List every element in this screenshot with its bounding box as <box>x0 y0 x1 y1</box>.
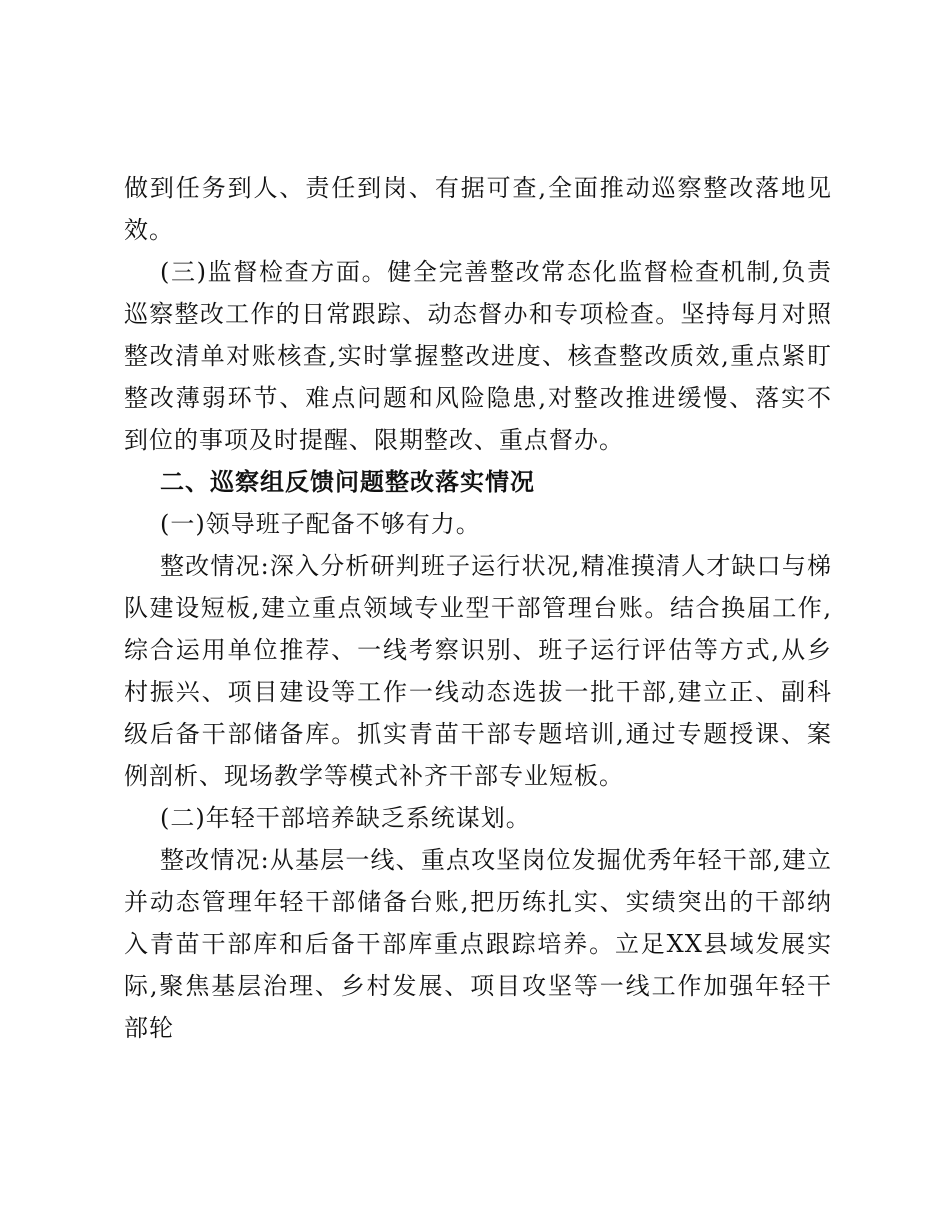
paragraph-young-cadres-rectification: 整改情况:从基层一线、重点攻坚岗位发掘优秀年轻干部,建立并动态管理年轻干部储备台账,把历练扎实、实绩突出的干部纳入青苗干部库和后备干部库重点跟踪培养。立足XX县域发展实际,聚焦基层治理、乡村发展、项目攻坚等一线工作加强年轻干部轮 <box>124 846 832 1042</box>
paragraph-supervision-inspection: (三)监督检查方面。健全完善整改常态化监督检查机制,负责巡察整改工作的日常跟踪、动态督办和专项检查。坚持每月对照整改清单对账核查,实时掌握整改进度、核查整改质效,重点紧盯整改薄弱环节、难点问题和风险隐患,对整改推进缓慢、落实不到位的事项及时提醒、限期整改、重点督办。 <box>124 258 832 454</box>
section-heading-rectification: 二、巡察组反馈问题整改落实情况 <box>160 468 535 496</box>
paragraph-continuation: 做到任务到人、责任到岗、有据可查,全面推动巡察整改落地见效。 <box>124 174 832 244</box>
paragraph-leadership-rectification: 整改情况:深入分析研判班子运行状况,精准摸清人才缺口与梯队建设短板,建立重点领域专业型干部管理台账。结合换届工作,综合运用单位推荐、一线考察识别、班子运行评估等方式,从乡村振兴、项目建设等工作一线动态选拔一批干部,建立正、副科级后备干部储备库。抓实青苗干部专题培训,通过专题授课、案例剖析、现场教学等模式补齐干部专业短板。 <box>124 552 832 790</box>
subheading-young-cadres: (二)年轻干部培养缺乏系统谋划。 <box>160 804 531 832</box>
subheading-leadership: (一)领导班子配备不够有力。 <box>160 510 481 538</box>
document-body <box>124 167 832 1049</box>
